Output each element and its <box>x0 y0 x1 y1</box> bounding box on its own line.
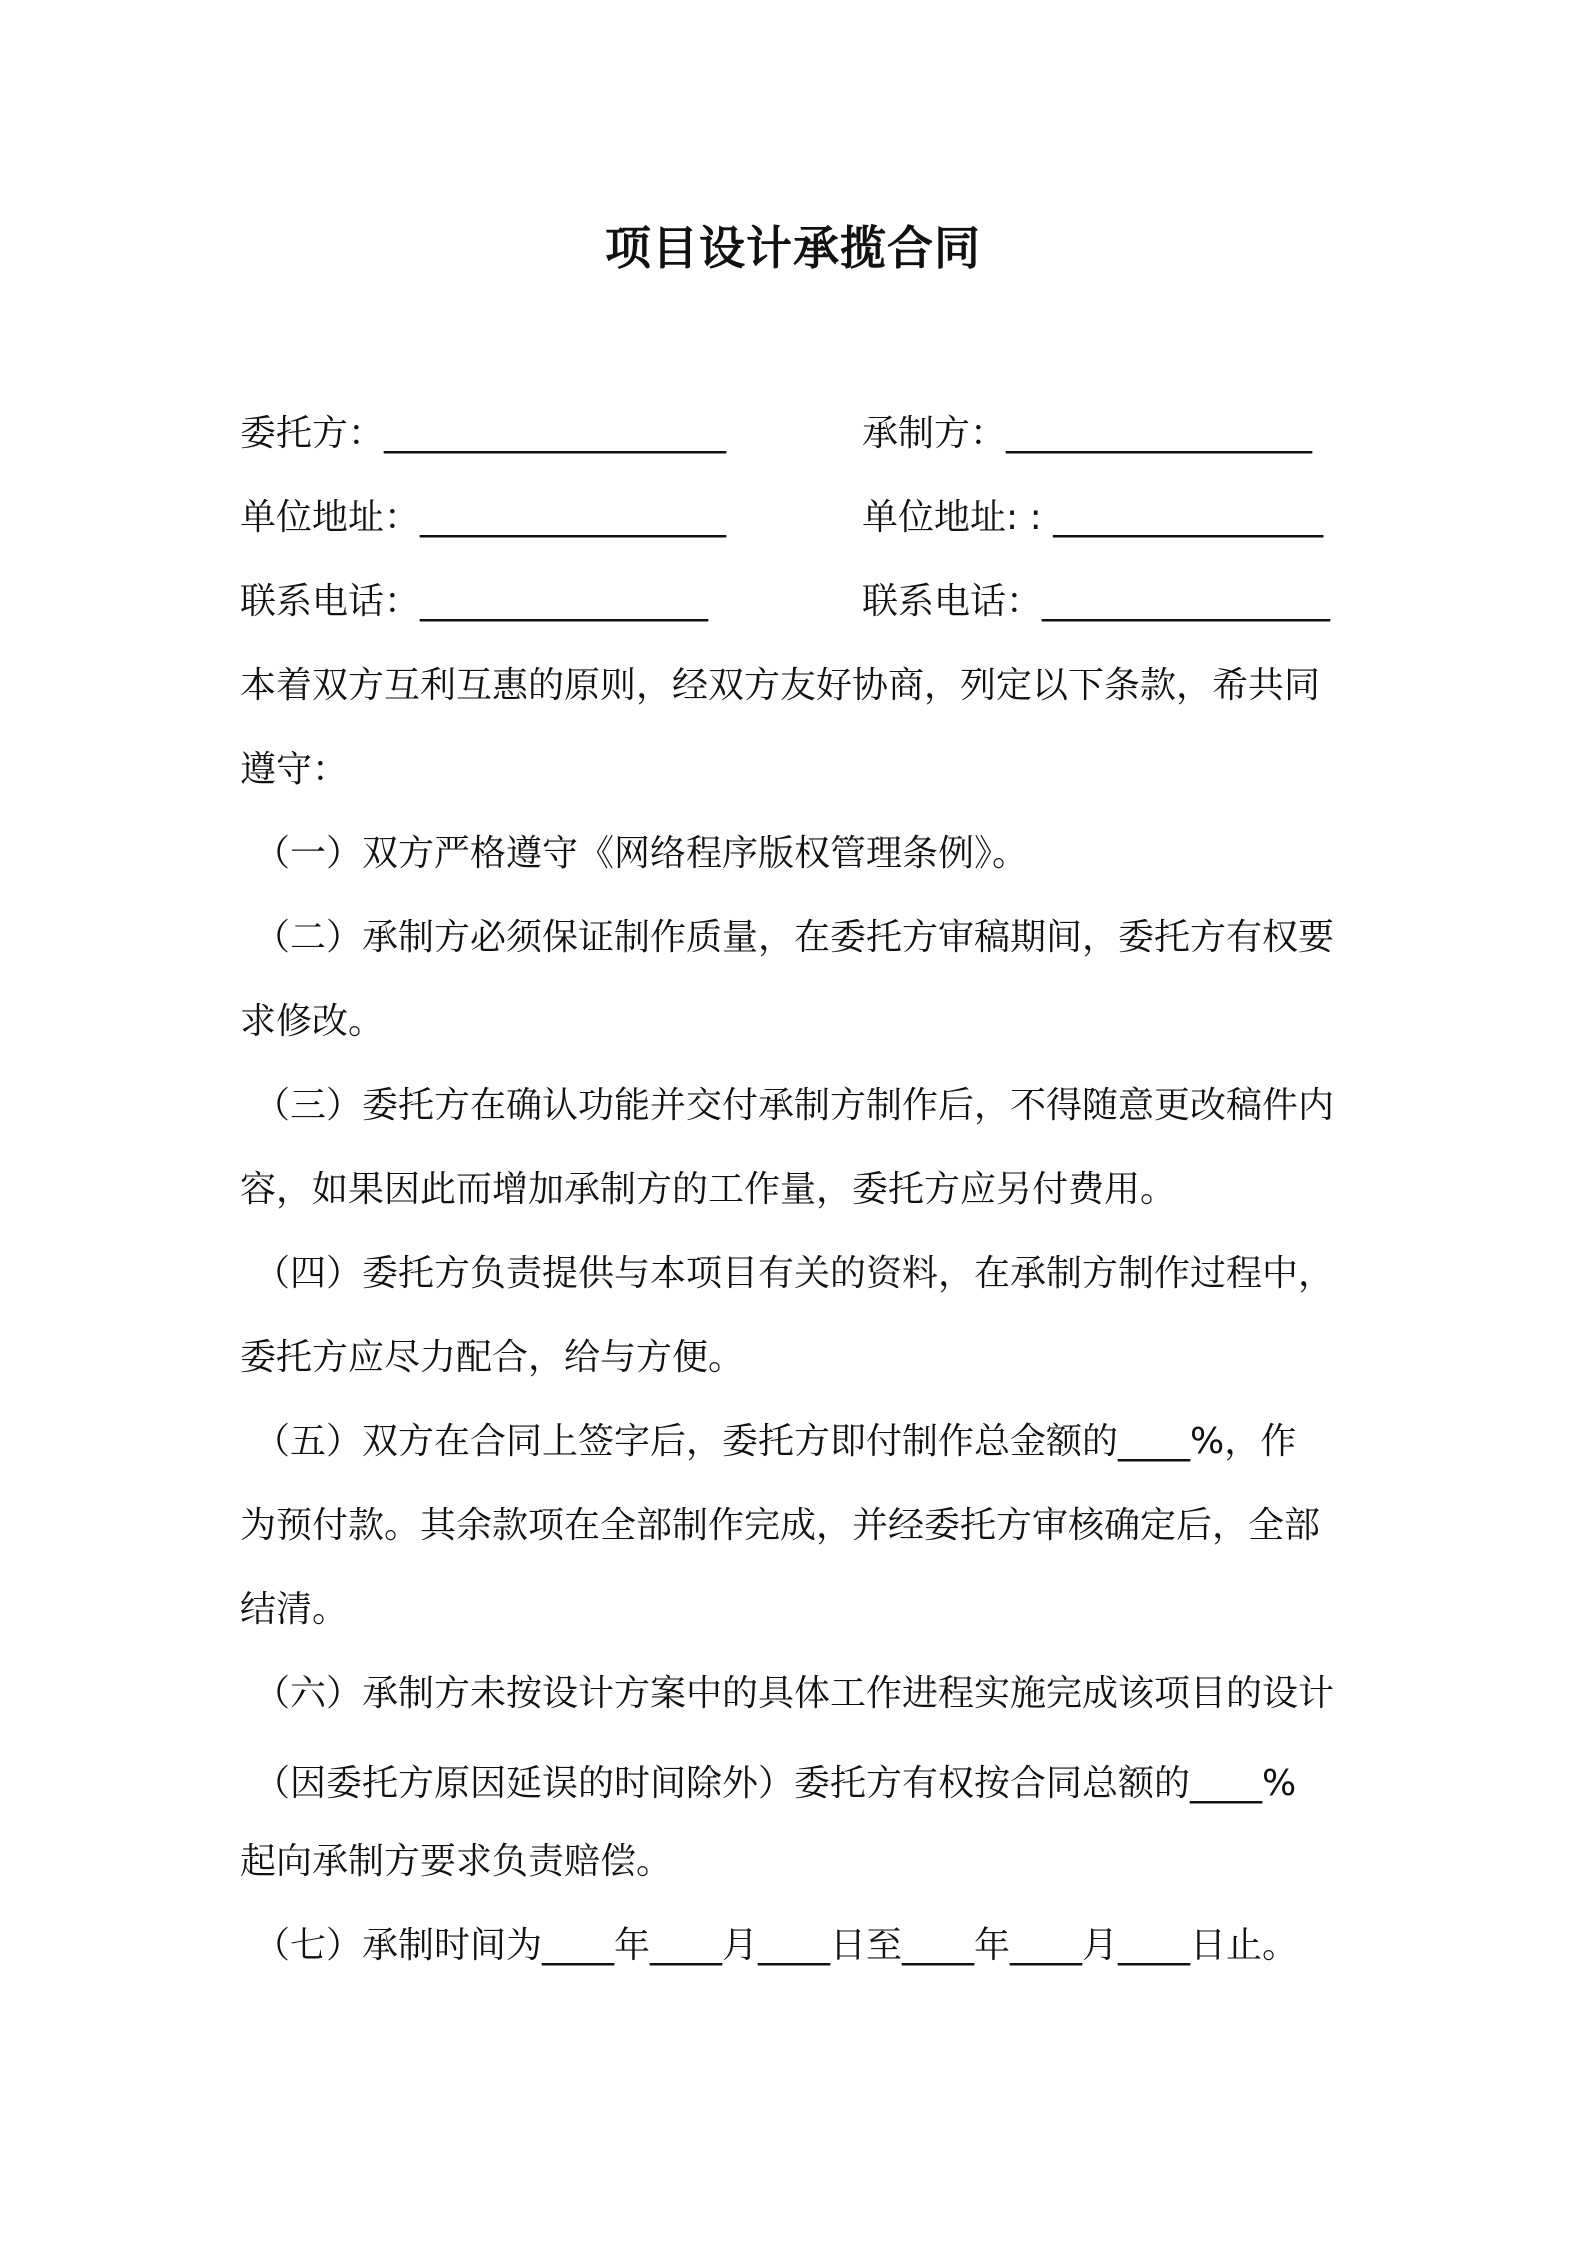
intro-paragraph-line: 本着双方互利互惠的原则，经双方友好协商，列定以下条款，希共同 <box>240 665 1321 706</box>
clause-3-line: （三）委托方在确认功能并交付承制方制作后，不得随意更改稿件内 <box>254 1085 1335 1126</box>
client-phone-field: 联系电话：________________ <box>240 581 709 622</box>
clause-4-line: 委托方应尽力配合，给与方便。 <box>240 1337 745 1378</box>
clause-5-line: （五）双方在合同上签字后，委托方即付制作总金额的____%，作 <box>254 1421 1297 1462</box>
clause-6-line: 起向承制方要求负责赔偿。 <box>240 1841 673 1882</box>
clause-7-line: （七）承制时间为____年____月____日至____年____月____日止。 <box>254 1925 1299 1966</box>
clause-4-line: （四）委托方负责提供与本项目有关的资料，在承制方制作过程中， <box>254 1253 1335 1294</box>
clause-6-line: （因委托方原因延误的时间除外）委托方有权按合同总额的____% <box>254 1763 1297 1804</box>
document-title: 项目设计承揽合同 <box>605 221 981 275</box>
clause-3-line: 容，如果因此而增加承制方的工作量，委托方应另付费用。 <box>240 1169 1177 1210</box>
clause-5-line: 结清。 <box>240 1589 349 1630</box>
contractor-name-field: 承制方：_________________ <box>862 413 1313 454</box>
clause-2-line: 求修改。 <box>240 1001 385 1042</box>
clause-6-line: （六）承制方未按设计方案中的具体工作进程实施完成该项目的设计 <box>254 1673 1335 1714</box>
client-name-field: 委托方：___________________ <box>240 413 727 454</box>
contractor-phone-field: 联系电话：________________ <box>862 581 1331 622</box>
clause-5-line: 为预付款。其余款项在全部制作完成，并经委托方审核确定后，全部 <box>240 1505 1321 1546</box>
contractor-address-field: 单位地址: : _______________ <box>862 497 1324 538</box>
client-address-field: 单位地址：_________________ <box>240 497 727 538</box>
clause-1-line: （一）双方严格遵守《网络程序版权管理条例》。 <box>254 833 1029 874</box>
intro-paragraph-line: 遵守： <box>240 749 349 790</box>
clause-2-line: （二）承制方必须保证制作质量，在委托方审稿期间，委托方有权要 <box>254 917 1335 958</box>
